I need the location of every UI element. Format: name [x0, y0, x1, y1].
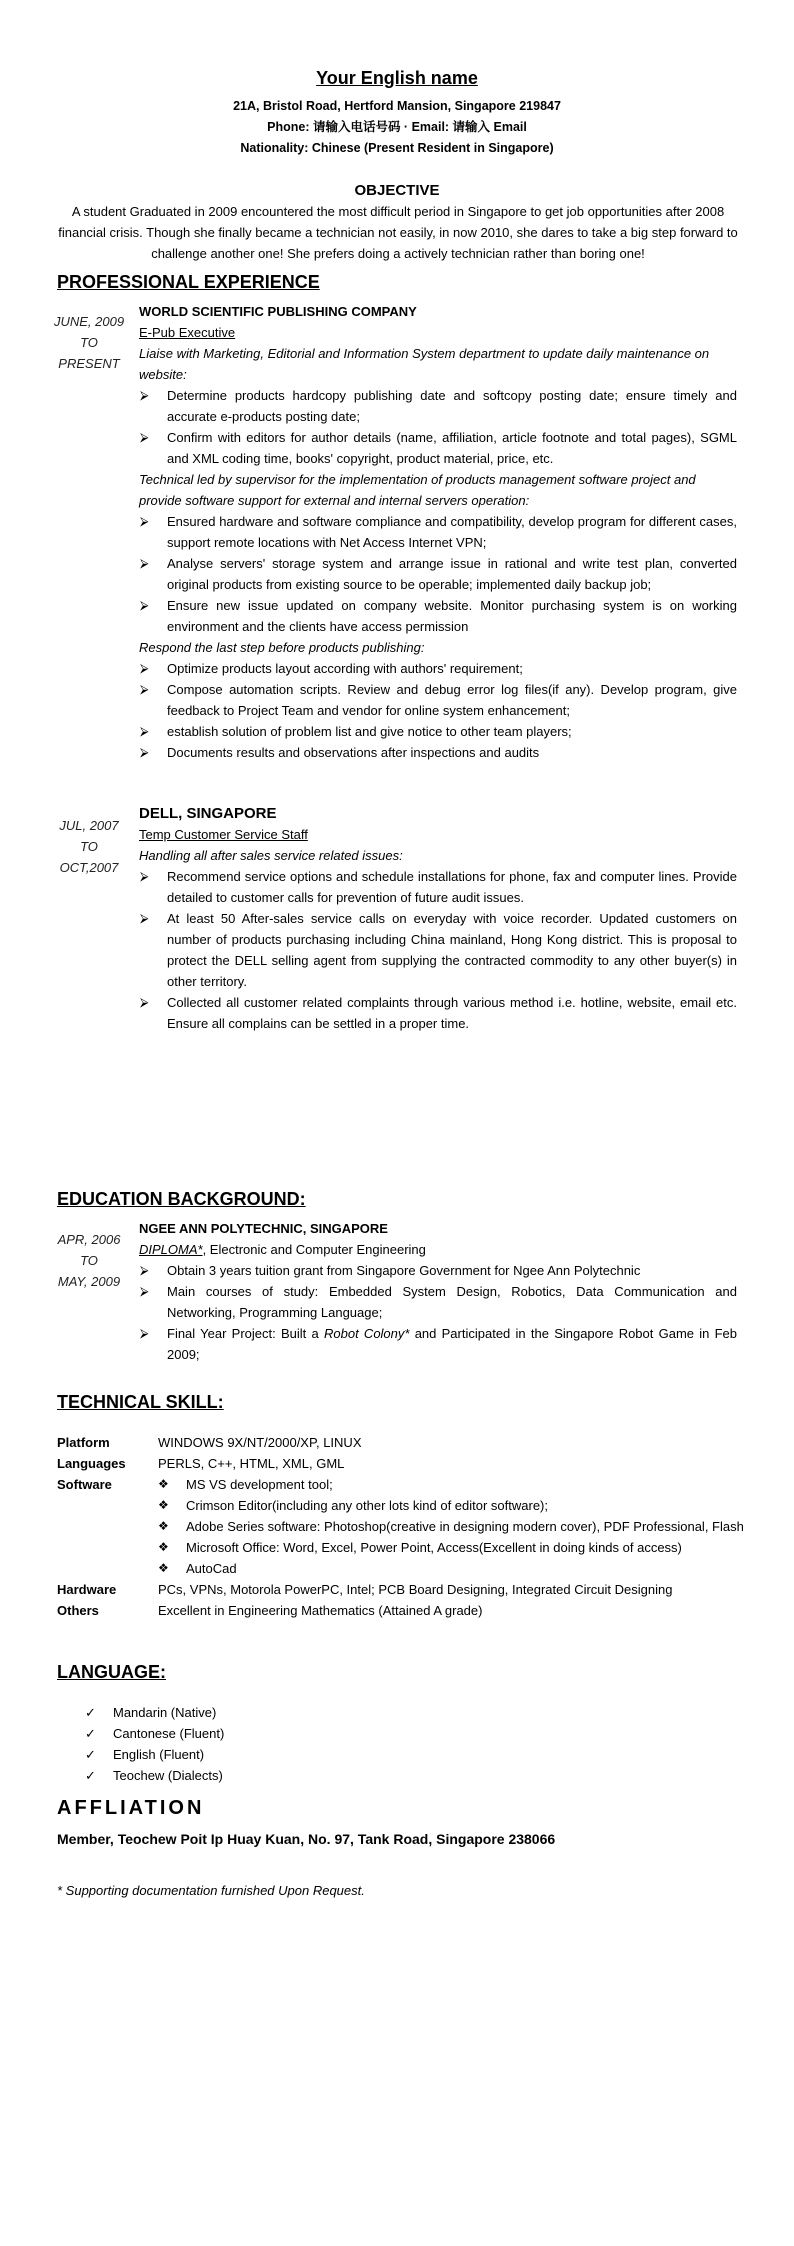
bullet-text: Documents results and observations after inspections and audits — [167, 745, 540, 760]
job1-bullets-1 — [139, 385, 737, 469]
skill-row-software — [57, 1474, 747, 1579]
job1-block — [139, 301, 737, 763]
diamond-bullet-icon: ❖ — [158, 1519, 169, 1533]
skill-label: Software — [57, 1477, 112, 1492]
candidate-name: Your English name — [316, 68, 478, 88]
contact-line: Phone: 请输入电话号码 · Email: 请输入 Email — [267, 120, 527, 134]
arrow-bullet-icon: ⮚ — [140, 514, 149, 528]
list-item — [139, 908, 737, 992]
list-item — [85, 1702, 224, 1723]
skills-table — [57, 1432, 747, 1621]
list-item — [139, 427, 737, 469]
list-item — [139, 1281, 737, 1323]
bullet-text: Obtain 3 years tuition grant from Singapore Government for Ngee Ann Polytechnic — [167, 1263, 641, 1278]
job2-bullets — [139, 866, 737, 1034]
job2-intro-1: Handling all after sales service related issues: — [139, 848, 403, 863]
arrow-bullet-icon: ⮚ — [140, 724, 149, 738]
date-to-label: TO — [80, 335, 98, 350]
education-section-title: EDUCATION BACKGROUND: — [57, 1189, 306, 1209]
skill-value: PERLS, C++, HTML, XML, GML — [158, 1456, 345, 1471]
list-item — [158, 1537, 747, 1558]
job1-company: WORLD SCIENTIFIC PUBLISHING COMPANY — [139, 304, 417, 319]
bullet-text — [167, 1326, 737, 1362]
diamond-bullet-icon: ❖ — [158, 1477, 169, 1491]
list-item — [139, 385, 737, 427]
bullet-text: establish solution of problem list and give notice to other team players; — [167, 724, 572, 739]
bullet-text: Compose automation scripts. Review and debug error log files(if any). Develop program, give feedback to Project Team and vendor for online system enhancement; — [167, 682, 737, 718]
job1-role: E-Pub Executive — [139, 325, 236, 340]
arrow-bullet-icon: ⮚ — [140, 911, 149, 925]
list-item — [139, 595, 737, 637]
education-bullets — [139, 1260, 737, 1365]
language-item: English (Fluent) — [113, 1747, 205, 1762]
project-name: Robot Colony* — [324, 1326, 410, 1341]
date-to: PRESENT — [58, 356, 120, 371]
list-item — [158, 1558, 747, 1579]
job1-dates — [40, 311, 138, 374]
school-name: NGEE ANN POLYTECHNIC, SINGAPORE — [139, 1221, 388, 1236]
date-to: OCT,2007 — [59, 860, 119, 875]
arrow-bullet-icon: ⮚ — [140, 388, 149, 402]
list-item — [158, 1516, 747, 1537]
bullet-text: Collected all customer related complaints through various method i.e. hotline, website, email etc. Ensure all complains can be settled in a proper time. — [167, 995, 737, 1031]
skill-label: Others — [57, 1603, 99, 1618]
list-item — [139, 1260, 737, 1281]
job1-intro-3: Respond the last step before products publishing: — [139, 640, 425, 655]
bullet-text: Microsoft Office: Word, Excel, Power Point, Access(Excellent in doing kinds of access) — [186, 1540, 682, 1555]
bullet-text: Determine products hardcopy publishing date and softcopy posting date; ensure timely and accurate e-products posting date; — [167, 388, 737, 424]
bullet-text: Adobe Series software: Photoshop(creative in designing modern cover), PDF Professional, Flash — [186, 1519, 744, 1534]
date-to-label: TO — [80, 839, 98, 854]
skill-row-hardware — [57, 1579, 747, 1600]
job1-bullets-2 — [139, 511, 737, 637]
arrow-bullet-icon: ⮚ — [140, 682, 149, 696]
skill-value: WINDOWS 9X/NT/2000/XP, LINUX — [158, 1435, 362, 1450]
job2-role: Temp Customer Service Staff — [139, 827, 308, 842]
list-item — [158, 1495, 747, 1516]
date-from: APR, 2006 — [57, 1232, 121, 1247]
skill-value: Excellent in Engineering Mathematics (Attained A grade) — [158, 1603, 483, 1618]
arrow-bullet-icon: ⮚ — [140, 556, 149, 570]
checkmark-icon: ✓ — [85, 1747, 96, 1762]
diamond-bullet-icon: ❖ — [158, 1561, 169, 1575]
date-from: JUL, 2007 — [59, 818, 119, 833]
project-text-c: and Participated in the Singapore Robot Game in Feb 2009; — [167, 1326, 738, 1362]
skill-value — [158, 1474, 747, 1579]
job2-block — [139, 803, 737, 1034]
address-line: 21A, Bristol Road, Hertford Mansion, Singapore 219847 — [233, 99, 561, 113]
language-item: Cantonese (Fluent) — [113, 1726, 225, 1741]
footnote: * Supporting documentation furnished Upon Request. — [57, 1883, 365, 1898]
job1-bullets-3 — [139, 658, 737, 763]
skill-row-languages — [57, 1453, 747, 1474]
list-item — [139, 742, 737, 763]
arrow-bullet-icon: ⮚ — [140, 745, 149, 759]
bullet-text: At least 50 After-sales service calls on everyday with voice recorder. Updated customers on number of products purchasing including China mainland, Hong Kong district. This is proposal to protect the DELL selling agent from supplying the contracted commodity to any other buyer(s) in other territory. — [167, 911, 737, 989]
language-list — [85, 1702, 224, 1786]
arrow-bullet-icon: ⮚ — [140, 1263, 149, 1277]
education-dates — [40, 1229, 138, 1292]
bullet-text: Optimize products layout according with authors' requirement; — [167, 661, 523, 676]
objective-title: OBJECTIVE — [354, 182, 440, 199]
skill-row-others — [57, 1600, 747, 1621]
diploma-label: DIPLOMA* — [139, 1242, 203, 1257]
list-item — [139, 992, 737, 1034]
job2-dates — [40, 815, 138, 878]
list-item — [85, 1744, 224, 1765]
list-item — [139, 1323, 737, 1365]
list-item — [139, 553, 737, 595]
arrow-bullet-icon: ⮚ — [140, 869, 149, 883]
bullet-text: Crimson Editor(including any other lots kind of editor software); — [186, 1498, 548, 1513]
project-text-a: Final Year Project: Built a — [167, 1326, 324, 1341]
checkmark-icon: ✓ — [85, 1726, 96, 1741]
language-item: Teochew (Dialects) — [113, 1768, 223, 1783]
diamond-bullet-icon: ❖ — [158, 1540, 169, 1554]
bullet-text: MS VS development tool; — [186, 1477, 333, 1492]
arrow-bullet-icon: ⮚ — [140, 995, 149, 1009]
list-item — [139, 679, 737, 721]
job1-intro-1: Liaise with Marketing, Editorial and Information System department to update daily maintenance on website: — [139, 346, 710, 382]
list-item — [139, 866, 737, 908]
skill-row-platform — [57, 1432, 747, 1453]
education-block — [139, 1218, 737, 1365]
bullet-text: AutoCad — [186, 1561, 237, 1576]
objective-text: A student Graduated in 2009 encountered the most difficult period in Singapore to get job opportunities after 2008 financial crisis. Though she finally became a technician not easily, in now 2010, she dares to take a big step forward to challenge another one! She prefers doing a actively technician rather than boring one! — [58, 204, 738, 261]
job2-company: DELL, SINGAPORE — [139, 805, 277, 822]
list-item — [139, 658, 737, 679]
arrow-bullet-icon: ⮚ — [140, 598, 149, 612]
bullet-text: Confirm with editors for author details (name, affiliation, article footnote and total pages), SGML and XML coding time, books' copyright, product material, price, etc. — [167, 430, 737, 466]
software-list — [158, 1474, 747, 1579]
experience-section-title: PROFESSIONAL EXPERIENCE — [57, 272, 320, 292]
bullet-text: Analyse servers' storage system and arrange issue in rational and write test plan, converted original products from existing source to be operable; implemented daily backup job; — [167, 556, 737, 592]
list-item — [85, 1765, 224, 1786]
affiliation-text: Member, Teochew Poit Ip Huay Kuan, No. 97, Tank Road, Singapore 238066 — [57, 1831, 556, 1847]
diploma-line — [139, 1239, 737, 1260]
arrow-bullet-icon: ⮚ — [140, 1284, 149, 1298]
skill-label: Languages — [57, 1456, 126, 1471]
nationality-line: Nationality: Chinese (Present Resident in Singapore) — [240, 141, 554, 155]
list-item — [158, 1474, 747, 1495]
arrow-bullet-icon: ⮚ — [140, 430, 149, 444]
skills-section-title: TECHNICAL SKILL: — [57, 1392, 224, 1412]
list-item — [85, 1723, 224, 1744]
diploma-field: , Electronic and Computer Engineering — [202, 1242, 426, 1257]
bullet-text: Recommend service options and schedule installations for phone, fax and computer lines. Provide detailed to customer calls for prevention of future audit issues. — [167, 869, 737, 905]
date-from: JUNE, 2009 — [53, 314, 125, 329]
arrow-bullet-icon: ⮚ — [140, 661, 149, 675]
skill-label: Hardware — [57, 1582, 117, 1597]
bullet-text: Main courses of study: Embedded System Design, Robotics, Data Communication and Networking, Programming Language; — [167, 1284, 737, 1320]
language-section-title: LANGUAGE: — [57, 1662, 166, 1682]
list-item — [139, 511, 737, 553]
job1-intro-2: Technical led by supervisor for the implementation of products management software project and provide software support for external and internal servers operation: — [139, 472, 696, 508]
bullet-text: Ensure new issue updated on company website. Monitor purchasing system is on working environment and the clients have access permission — [167, 598, 737, 634]
list-item — [139, 721, 737, 742]
skill-label: Platform — [57, 1435, 110, 1450]
checkmark-icon: ✓ — [85, 1768, 96, 1783]
affiliation-title: AFFLIATION — [57, 1797, 205, 1819]
skill-value: PCs, VPNs, Motorola PowerPC, Intel; PCB Board Designing, Integrated Circuit Designing — [158, 1582, 673, 1597]
bullet-text: Ensured hardware and software compliance and compatibility, develop program for different cases, support remote locations with Net Access Internet VPN; — [167, 514, 737, 550]
date-to-label: TO — [80, 1253, 98, 1268]
arrow-bullet-icon: ⮚ — [140, 1326, 149, 1340]
language-item: Mandarin (Native) — [113, 1705, 217, 1720]
diamond-bullet-icon: ❖ — [158, 1498, 169, 1512]
checkmark-icon: ✓ — [85, 1705, 96, 1720]
date-to: MAY, 2009 — [57, 1274, 121, 1289]
